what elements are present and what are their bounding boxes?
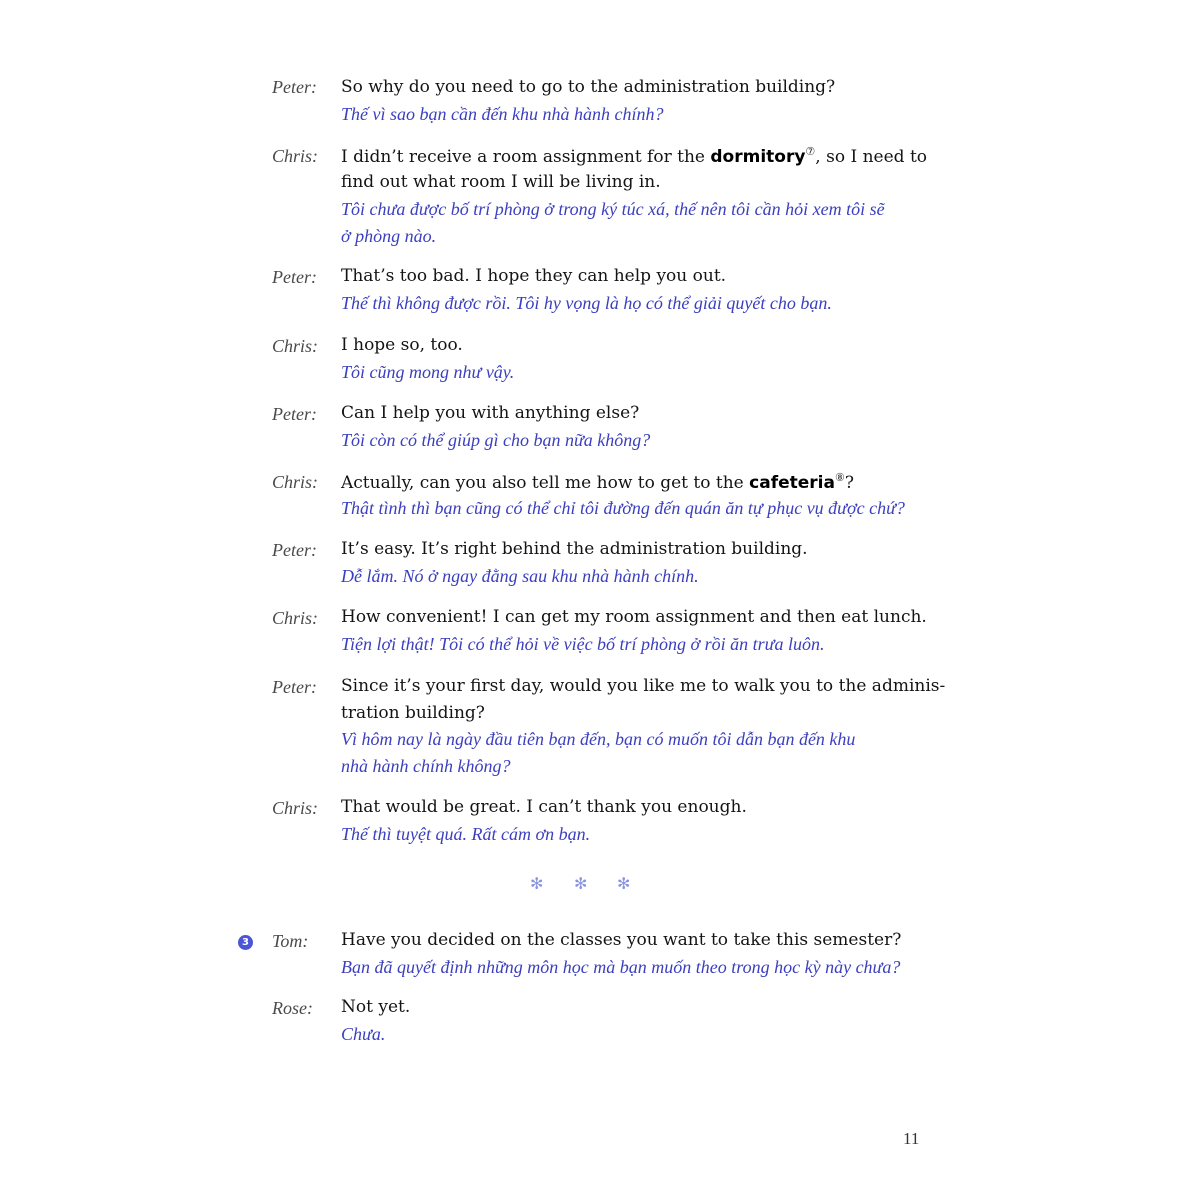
vietnamese-line: Tôi chưa được bố trí phòng ở trong ký túc xá, thế nên tôi cần hỏi xem tôi sẽ: [341, 199, 885, 219]
speaker-label: Chris:: [272, 798, 319, 818]
english-line: That would be great. I can’t thank you enough.: [341, 797, 747, 817]
vietnamese-line: Chưa.: [341, 1024, 386, 1044]
speaker-label: Chris:: [272, 608, 319, 628]
vietnamese-line: Thế thì không được rồi. Tôi hy vọng là họ có thể giải quyết cho bạn.: [341, 293, 832, 313]
english-line: tration building?: [341, 703, 485, 723]
vietnamese-line: Tiện lợi thật! Tôi có thể hỏi về việc bố trí phòng ở rồi ăn trưa luôn.: [341, 634, 825, 654]
speaker-label: Peter:: [272, 77, 317, 97]
vietnamese-line: Bạn đã quyết định những môn học mà bạn muốn theo trong học kỳ này chưa?: [341, 957, 901, 977]
english-line: Actually, can you also tell me how to get to the cafeteria⑧?: [341, 471, 854, 493]
vietnamese-line: Tôi còn có thể giúp gì cho bạn nữa không?: [341, 430, 651, 450]
english-line: I didn’t receive a room assignment for the dormitory⑦, so I need to: [341, 145, 928, 167]
english-line: How convenient! I can get my room assignment and then eat lunch.: [341, 607, 927, 627]
speaker-label: Chris:: [272, 336, 319, 356]
english-line: That’s too bad. I hope they can help you out.: [341, 266, 727, 286]
english-line: Have you decided on the classes you want to take this semester?: [341, 930, 902, 950]
vietnamese-line: Dễ lắm. Nó ở ngay đằng sau khu nhà hành chính.: [341, 566, 699, 586]
vietnamese-line: ở phòng nào.: [341, 226, 437, 246]
vietnamese-line: nhà hành chính không?: [341, 756, 511, 776]
english-line: It’s easy. It’s right behind the administration building.: [341, 539, 808, 559]
dialogue-number-badge: 3: [238, 935, 253, 950]
vietnamese-line: Thế vì sao bạn cần đến khu nhà hành chính?: [341, 104, 664, 124]
vietnamese-line: Tôi cũng mong như vậy.: [341, 362, 515, 382]
english-line: So why do you need to go to the administration building?: [341, 77, 836, 97]
english-line: find out what room I will be living in.: [341, 172, 661, 192]
vocab-keyword: dormitory: [710, 147, 806, 167]
separator-asterisk: ✻: [574, 874, 588, 893]
footnote-marker: ⑧: [834, 471, 845, 484]
vietnamese-line: Vì hôm nay là ngày đầu tiên bạn đến, bạn có muốn tôi dẫn bạn đến khu: [341, 729, 856, 749]
vietnamese-line: Thật tình thì bạn cũng có thể chỉ tôi đường đến quán ăn tự phục vụ được chứ?: [341, 498, 905, 518]
speaker-label: Peter:: [272, 267, 317, 287]
speaker-label: Chris:: [272, 146, 319, 166]
separator-asterisk: ✻: [617, 874, 631, 893]
english-line: Can I help you with anything else?: [341, 403, 640, 423]
page-number: 11: [903, 1129, 920, 1148]
speaker-label: Peter:: [272, 540, 317, 560]
english-line: Not yet.: [341, 997, 411, 1017]
speaker-label: Tom:: [272, 931, 309, 951]
vocab-keyword: cafeteria: [749, 473, 835, 493]
speaker-label: Rose:: [272, 998, 313, 1018]
footnote-marker: ⑦: [805, 145, 816, 158]
speaker-label: Peter:: [272, 404, 317, 424]
english-line: I hope so, too.: [341, 335, 463, 355]
english-line: Since it’s your first day, would you like me to walk you to the adminis-: [341, 676, 946, 696]
separator-asterisk: ✻: [530, 874, 544, 893]
vietnamese-line: Thế thì tuyệt quá. Rất cám ơn bạn.: [341, 824, 591, 844]
speaker-label: Peter:: [272, 677, 317, 697]
speaker-label: Chris:: [272, 472, 319, 492]
